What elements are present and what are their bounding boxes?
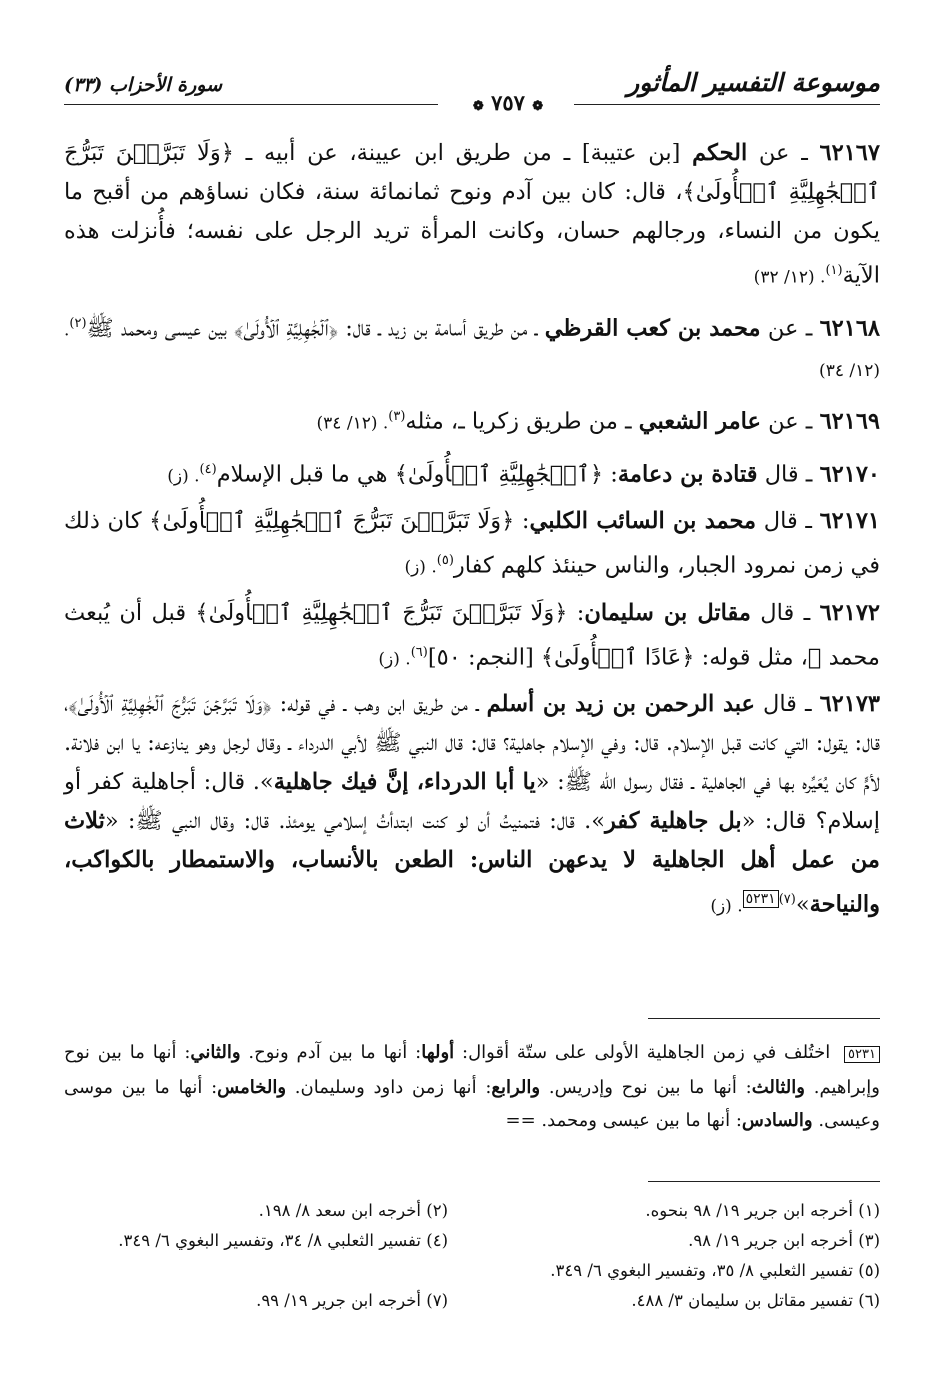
note-text: : أنها زمن داود وسليمان.	[286, 1077, 492, 1098]
note-bold: والسادس	[741, 1110, 813, 1131]
ornament-icon: ❁	[532, 99, 544, 114]
entry-text: ـ عن	[760, 408, 820, 435]
footnote-1: (١) أخرجه ابن جرير ١٩/ ٩٨ بنحوه.	[645, 1201, 880, 1220]
footnote-ref[interactable]: (٥)	[436, 553, 454, 568]
header-rule-left	[64, 104, 438, 105]
footnote-4: (٤) تفسير الثعلبي ٨/ ٣٤، وتفسير البغوي ٦/ ٣٤٩.	[118, 1231, 448, 1250]
entry-text: ـ قال	[756, 508, 820, 534]
entry-62170	[64, 450, 880, 497]
volume-ref: . (ز)	[404, 557, 437, 578]
book-title: موسوعة التفسير المأثور	[627, 68, 880, 97]
page-header	[64, 60, 880, 115]
footnote-6: (٦) تفسير مقاتل بن سليمان ٣/ ٤٨٨.	[631, 1291, 880, 1310]
entry-62171	[64, 502, 880, 588]
entry-text: ـ قال	[757, 461, 820, 487]
note-text: : أنها ما بين عيسى ومحمد. ==	[505, 1110, 742, 1131]
hadith-text: يا أبا الدرداء، إنَّ فيك جاهلية	[273, 769, 536, 795]
narrator-name: عبد الرحمن بن زيد بن أسلم	[486, 691, 755, 717]
entry-text: ـ من طريق ابن وهب ـ في قوله: ﴿وَلَا تَبَرَّجۡنَ تَبَرُّجَ ٱلۡجَٰهِلِيَّةِ ٱلۡأُولَىٰ﴾، قال: يقول: التي كانت قبل الإسلام. قال: وفي الإسلام جاهلية؟ قال: قال النبي ﷺ لأبي الدرداء ـ وقال لرجل وهو ينازعه: يا ابن فلانة. لأمٍّ كان يُعَيِّره بها في الجاهلية ـ فقال رسول الله ﷺ: «	[64, 691, 881, 795]
volume-ref: . (١٢/ ٣٤)	[316, 413, 389, 434]
note-marker[interactable]: ٥٢٣١	[743, 890, 779, 908]
volume-ref: . (ز)	[378, 649, 411, 669]
narrator-name: قتادة بن دعامة	[617, 461, 758, 487]
note-text: : أنها ما بين نوح وإدريس.	[540, 1077, 752, 1098]
footnote-2: (٢) أخرجه ابن سعد ٨/ ١٩٨.	[258, 1201, 448, 1220]
footnote-separator	[648, 1181, 880, 1182]
entry-text: ـ قال	[754, 691, 820, 717]
entry-text: »	[795, 891, 810, 918]
note-bold: والرابع	[491, 1077, 541, 1098]
footnote-ref[interactable]: (٤)	[199, 461, 217, 477]
entry-number: ٦٢١٦٧	[819, 140, 880, 166]
entry-text: : ﴿وَلَا تَبَرَّجۡنَ تَبَرُّجَ ٱلۡجَٰهِلِيَّةِ ٱلۡأُولَىٰ﴾ قبل أن يُبعث محمد ﷺ، مثل قوله: ﴿عَادًا ٱلۡأُولَىٰ﴾ [النجم: ٥٠]	[64, 599, 880, 670]
note-text: : أنها ما بين آدم ونوح.	[240, 1042, 422, 1063]
page-number	[440, 90, 576, 115]
note-bold: والخامس	[217, 1077, 287, 1098]
entry-text: : ﴿وَلَا تَبَرَّجۡنَ تَبَرُّجَ ٱلۡجَٰهِلِيَّةِ ٱلۡأُولَىٰ﴾ كان ذلك في زمن نمرود الجبار، والناس حينئذ كلهم كفار	[64, 508, 880, 579]
note-separator	[648, 1018, 880, 1019]
entry-62169	[64, 397, 880, 444]
footnote-ref[interactable]: (٣)	[388, 409, 406, 424]
footnote-ref[interactable]: (٦)	[410, 644, 428, 660]
note-bold: والثاني	[190, 1042, 241, 1063]
entry-text: ـ عن	[760, 315, 820, 341]
main-text	[64, 134, 880, 933]
volume-ref: . (١٢/ ٣٤)	[64, 320, 880, 381]
entry-number: ٦٢١٧٠	[819, 461, 880, 487]
entry-text: : ﴿ٱلۡجَٰهِلِيَّةِ ٱلۡأُولَىٰ﴾ هي ما قبل الإسلام	[216, 461, 618, 487]
footnote-7: (٧) أخرجه ابن جرير ١٩/ ٩٩.	[256, 1291, 448, 1310]
entry-62168	[64, 304, 880, 392]
surah-title: سورة الأحزاب (٣٣)	[64, 74, 223, 96]
entry-text: ». قال: فتمنيتُ أن لو كنت ابتدأتُ إسلامي يومئذ. قال: وقال النبي ﷺ: «	[104, 808, 606, 834]
entry-62173	[64, 685, 880, 927]
narrator-name: مقاتل بن سليمان	[584, 599, 751, 626]
footnote-ref[interactable]: (٧)	[778, 892, 796, 907]
entry-text: ». قال: أجاهلية كفر أو إسلام؟ قال: «	[64, 769, 880, 834]
hadith-text: بل جاهلية كفر	[605, 808, 742, 834]
entry-text: ـ من طريق أسامة بن زيد ـ قال: ﴿ٱلۡجَٰهِلِيَّةِ ٱلۡأُولَىٰ﴾ بين عيسى ومحمد ﷺ	[86, 315, 545, 341]
entry-text: ـ قال	[750, 599, 820, 626]
header-rule-right	[574, 104, 880, 105]
entry-number: ٦٢١٧١	[819, 508, 881, 534]
narrator-name: محمد بن كعب القرظي	[544, 315, 761, 341]
volume-ref: . (ز)	[710, 896, 743, 917]
note-bold: أولها	[421, 1042, 455, 1063]
entry-text: ـ من طريق زكريا ـ، مثله	[405, 408, 639, 435]
page-number-value: ٧٥٧	[491, 90, 525, 115]
entry-number: ٦٢١٦٩	[819, 408, 880, 435]
entry-text: [بن عتيبة] ـ من طريق ابن عيينة، عن أبيه ـ ﴿وَلَا تَبَرَّجۡنَ تَبَرُّجَ ٱلۡجَٰهِلِيَّةِ ٱلۡأُولَىٰ﴾، قال: كان بين آدم ونوح ثمانمائة سنة، فكان نساؤهم من أقبح ما يكون من النساء، ورجالهم حسان، وكانت المرأة تريد الرجل على نفسه؛ فأُنزلت هذه الآية	[64, 140, 880, 289]
note-text: : أنها ما بين موسى وعيسى.	[64, 1077, 880, 1131]
entry-number: ٦٢١٧٢	[819, 599, 880, 626]
page	[64, 60, 880, 1350]
hadith-text: ثلاث من عمل أهل الجاهلية لا يدعهن الناس: الطعن بالأنساب، والاستمطار بالكواكب، والنياحة	[64, 808, 880, 918]
footnote-3: (٣) أخرجه ابن جرير ١٩/ ٩٨.	[688, 1231, 880, 1250]
narrator-name: عامر الشعبي	[638, 408, 761, 435]
narrator-name: الحكم	[692, 140, 748, 166]
volume-ref: . (ز)	[167, 466, 200, 486]
entry-number: ٦٢١٧٣	[819, 691, 880, 717]
note-text: اختُلف في زمن الجاهلية الأولى على ستّة أقوال:	[454, 1042, 839, 1063]
ornament-icon: ❁	[472, 99, 484, 114]
entry-62172	[64, 594, 880, 680]
narrator-name: محمد بن السائب الكلبي	[529, 508, 757, 534]
note-number: ٥٢٣١	[844, 1046, 880, 1063]
entry-62167	[64, 134, 880, 298]
entry-text: ـ عن	[747, 140, 820, 166]
note-bold: والثالث	[751, 1077, 805, 1098]
entry-number: ٦٢١٦٨	[819, 315, 880, 341]
editor-note	[64, 1036, 880, 1137]
footnote-ref[interactable]: (٢)	[69, 315, 87, 331]
footnote-ref[interactable]: (١)	[825, 263, 843, 278]
footnote-5: (٥) تفسير الثعلبي ٨/ ٣٥، وتفسير البغوي ٦/ ٣٤٩.	[550, 1261, 880, 1280]
volume-ref: . (١٢/ ٣٢)	[753, 267, 826, 288]
note-text: : أنها ما بين نوح وإبراهيم.	[64, 1042, 880, 1098]
